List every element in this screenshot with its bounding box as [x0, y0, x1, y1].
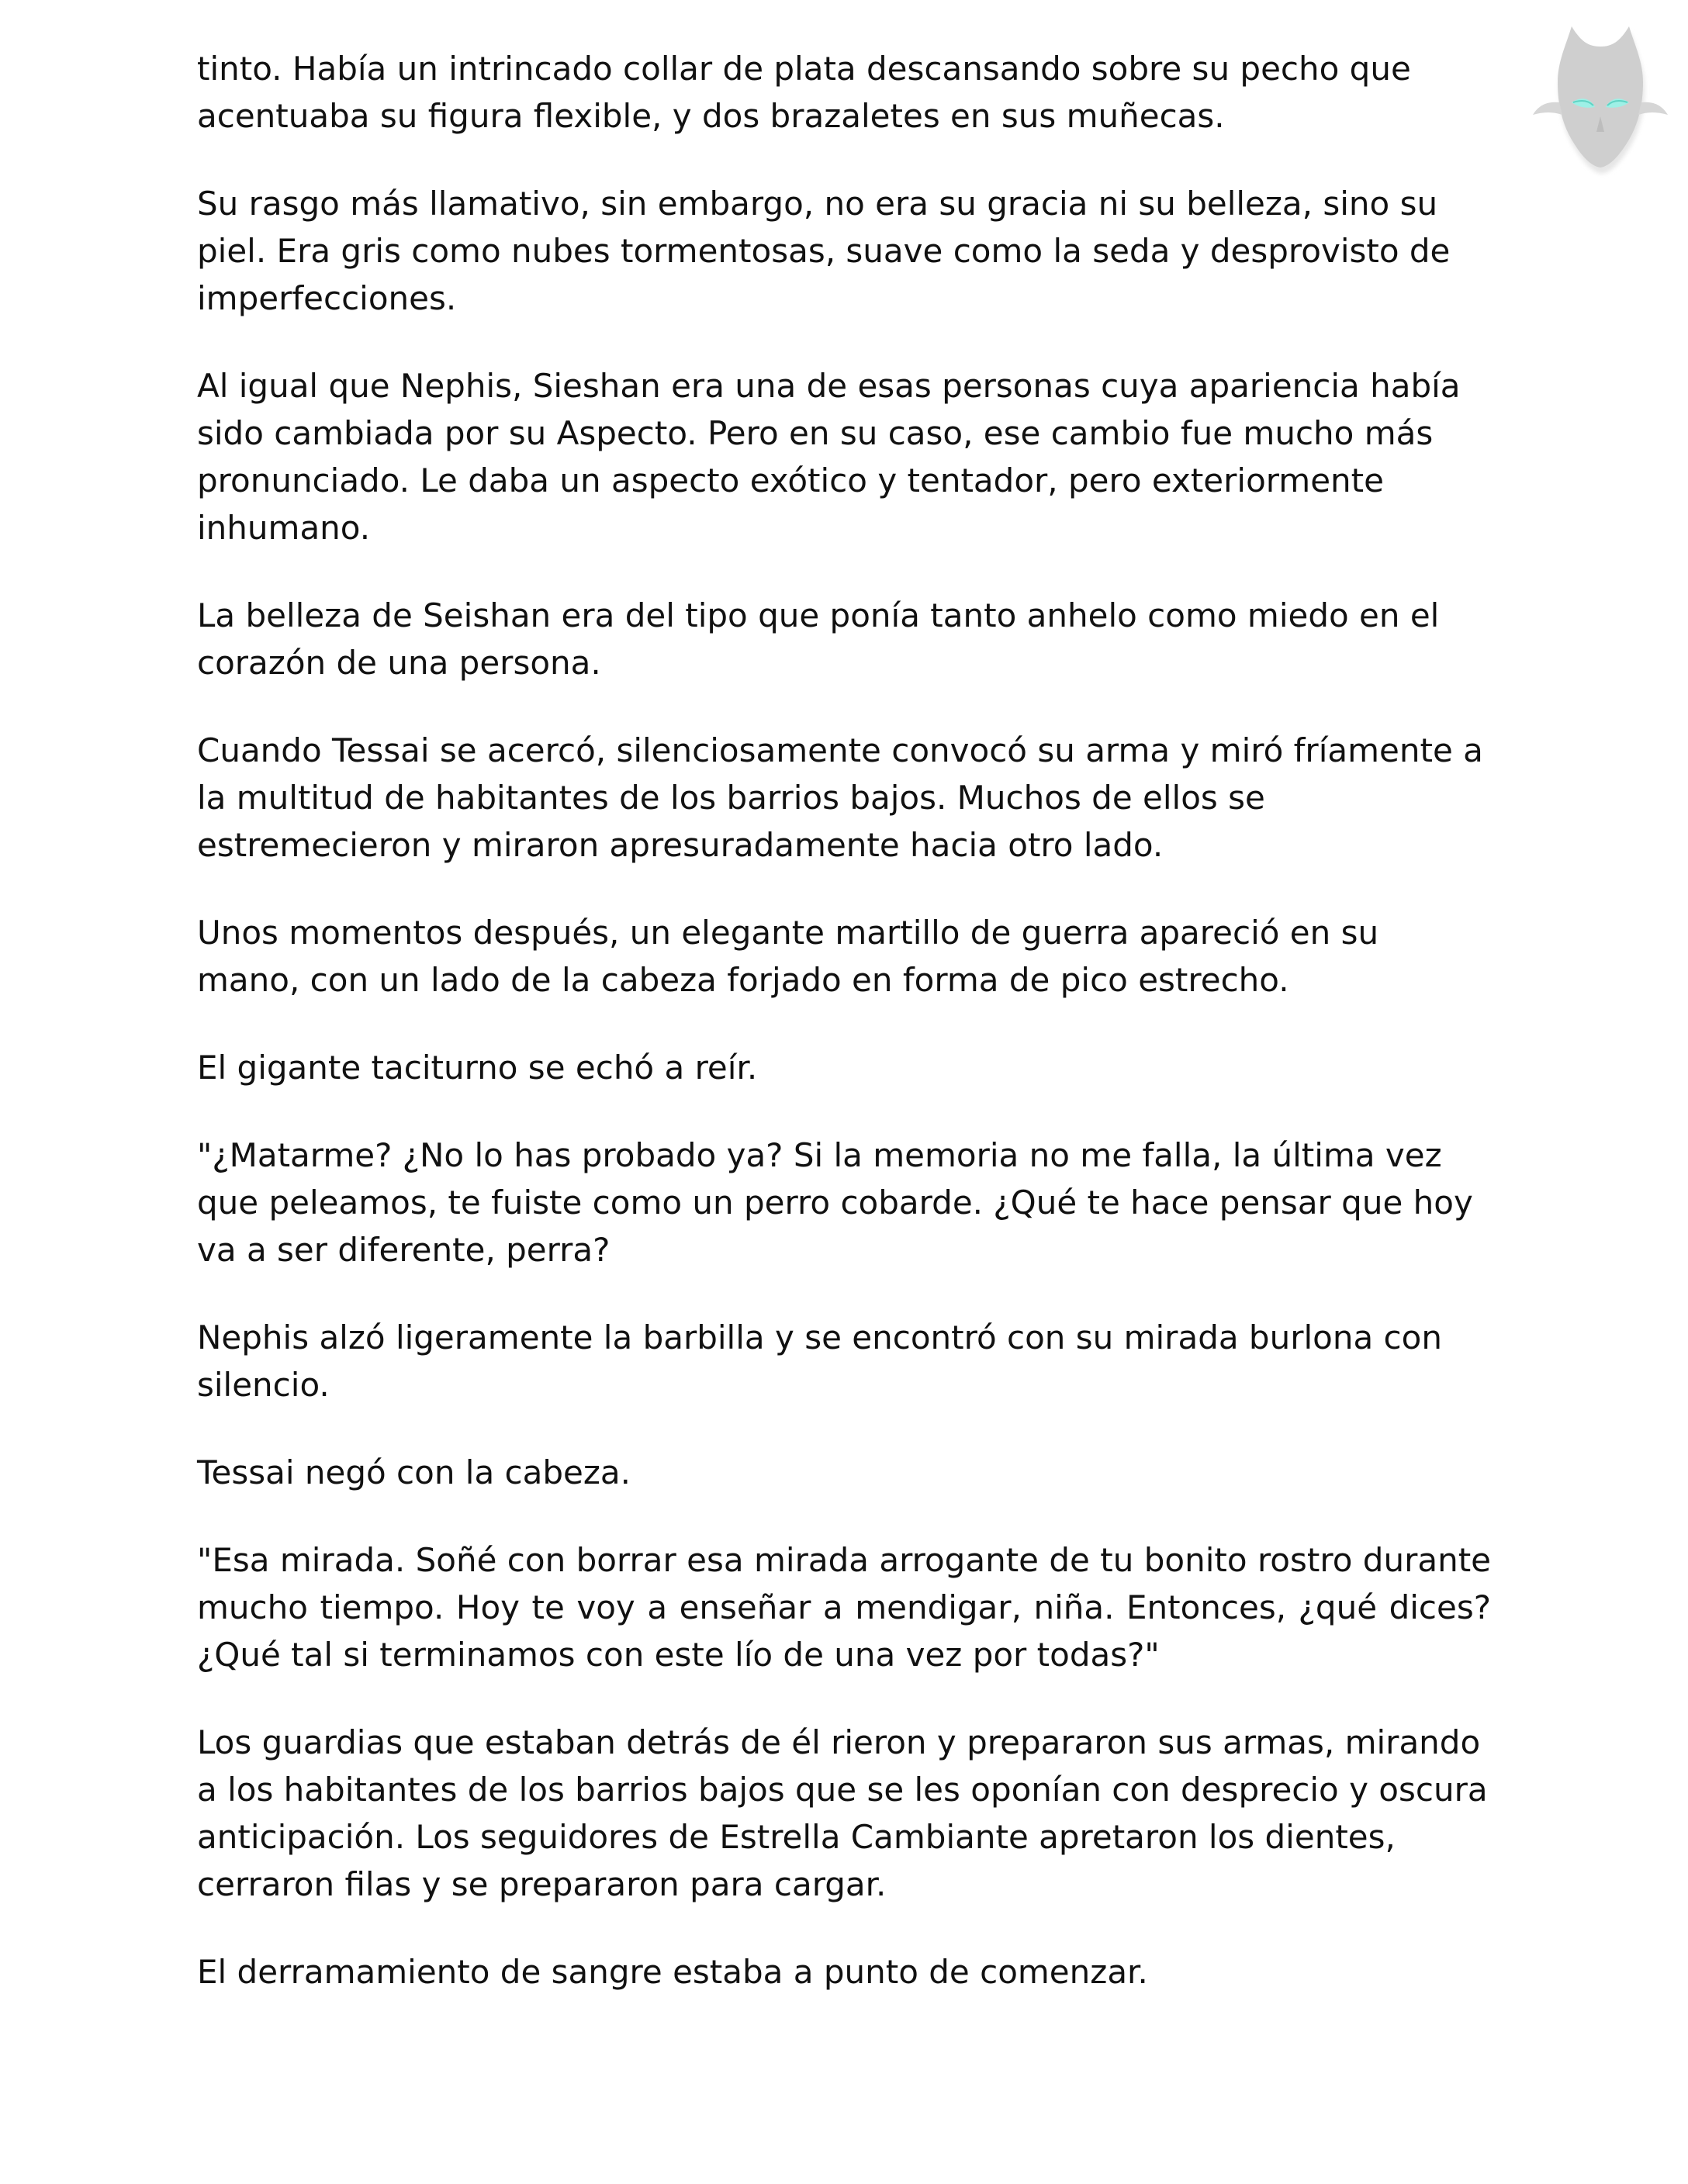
paragraph: Su rasgo más llamativo, sin embargo, no era su gracia ni su belleza, sino su piel. Era gris como nubes tormentosas, suave como la seda y desprovisto de imperfecciones. [197, 185, 1451, 317]
document-body [197, 45, 1491, 2036]
paragraph: "Esa mirada. Soñé con borrar esa mirada arrogante de tu bonito rostro durante mucho tiempo. Hoy te voy a enseñar a mendigar, niña. Entonces, ¿qué dices? ¿Qué tal si terminamos con este lío de una vez por todas?" [197, 1541, 1491, 1674]
demon-head-logo-icon [1527, 16, 1674, 186]
paragraph: Cuando Tessai se acercó, silenciosamente convocó su arma y miró fríamente a la multitud de habitantes de los barrios bajos. Muchos de ellos se estremecieron y miraron apresuradamente hacia otro lado. [197, 731, 1483, 864]
paragraph: El gigante taciturno se echó a reír. [197, 1049, 758, 1087]
paragraph: Los guardias que estaban detrás de él rieron y prepararon sus armas, mirando a los habitantes de los barrios bajos que se les oponían con desprecio y oscura anticipación. Los seguidores de Estrella Cambiante apretaron los dientes, cerraron filas y se prepararon para cargar. [197, 1723, 1488, 1903]
paragraph: El derramamiento de sangre estaba a punto de comenzar. [197, 1953, 1148, 1991]
paragraph: Nephis alzó ligeramente la barbilla y se encontró con su mirada burlona con silencio. [197, 1318, 1442, 1404]
paragraph: Unos momentos después, un elegante martillo de guerra apareció en su mano, con un lado de la cabeza forjado en forma de pico estrecho. [197, 914, 1379, 999]
paragraph: Tessai negó con la cabeza. [197, 1453, 631, 1491]
paragraph: La belleza de Seishan era del tipo que ponía tanto anhelo como miedo en el corazón de una persona. [197, 596, 1440, 682]
paragraph: "¿Matarme? ¿No lo has probado ya? Si la memoria no me falla, la última vez que peleamos, te fuiste como un perro cobarde. ¿Qué te hace pensar que hoy va a ser diferente, perra? [197, 1136, 1473, 1269]
paragraph: tinto. Había un intrincado collar de plata descansando sobre su pecho que acentuaba su figura flexible, y dos brazaletes en sus muñecas. [197, 50, 1411, 135]
paragraph: Al igual que Nephis, Sieshan era una de esas personas cuya apariencia había sido cambiada por su Aspecto. Pero en su caso, ese cambio fue mucho más pronunciado. Le daba un aspecto exótico y tentador, pero exteriormente inhumano. [197, 367, 1461, 547]
